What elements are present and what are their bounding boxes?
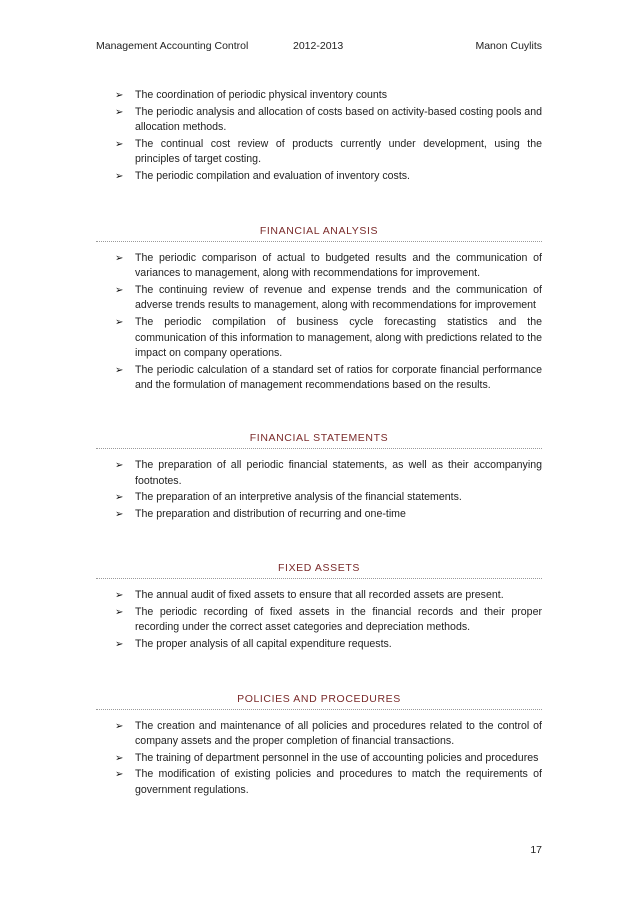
policies-and-procedures-list xyxy=(0,719,638,799)
arrow-bullet-icon: ➢ xyxy=(115,459,124,471)
list-item xyxy=(115,105,542,136)
list-item-text: The preparation and distribution of recurring and one-time xyxy=(135,507,406,520)
arrow-bullet-icon: ➢ xyxy=(115,492,124,504)
list-item xyxy=(115,751,542,767)
list-item-text: The periodic comparison of actual to budgeted results and the communication of variances to management, along with recommendations for improvement. xyxy=(135,251,542,280)
arrow-bullet-icon: ➢ xyxy=(115,170,124,182)
list-item xyxy=(115,637,542,653)
list-item xyxy=(115,458,542,489)
arrow-bullet-icon: ➢ xyxy=(115,316,124,328)
list-item-text: The proper analysis of all capital expenditure requests. xyxy=(135,638,392,651)
list-item-text: The coordination of periodic physical inventory counts xyxy=(135,89,388,101)
list-item xyxy=(115,605,542,636)
header-author: Manon Cuylits xyxy=(475,40,542,52)
arrow-bullet-icon: ➢ xyxy=(115,606,124,618)
list-item-text: The creation and maintenance of all policies and procedures related to the control of company assets and the proper completion of financial transactions. xyxy=(135,719,542,748)
page-header xyxy=(96,40,542,56)
section-heading-fixed-assets xyxy=(0,556,638,584)
list-item xyxy=(115,283,542,314)
list-item-text: The training of department personnel in the use of accounting policies and procedures xyxy=(135,751,539,764)
list-item xyxy=(115,363,542,394)
section-heading-financial-statements xyxy=(0,426,638,454)
header-year: 2012-2013 xyxy=(293,40,344,52)
list-item xyxy=(115,169,542,185)
arrow-bullet-icon: ➢ xyxy=(115,752,124,764)
document-body xyxy=(0,88,638,800)
list-item-text: The continual cost review of products currently under development, using the principles of target costing. xyxy=(135,137,542,166)
section-divider xyxy=(96,241,542,242)
arrow-bullet-icon: ➢ xyxy=(115,284,124,296)
list-item-text: The modification of existing policies and procedures to match the requirements of government regulations. xyxy=(135,768,542,797)
section-title: FINANCIAL ANALYSIS xyxy=(259,224,379,237)
intro-list xyxy=(0,88,638,185)
list-item xyxy=(115,251,542,282)
list-item xyxy=(115,767,542,798)
arrow-bullet-icon: ➢ xyxy=(115,138,124,150)
arrow-bullet-icon: ➢ xyxy=(115,364,124,376)
section-title: FIXED ASSETS xyxy=(278,562,360,575)
section-divider xyxy=(96,709,542,710)
section-heading-financial-analysis xyxy=(0,219,638,247)
arrow-bullet-icon: ➢ xyxy=(115,90,124,101)
section-divider xyxy=(96,578,542,579)
list-item-text: The annual audit of fixed assets to ensure that all recorded assets are present. xyxy=(135,589,504,602)
list-item-text: The periodic calculation of a standard set of ratios for corporate financial performance and the formulation of management recommendations based on the results. xyxy=(135,363,542,392)
arrow-bullet-icon: ➢ xyxy=(115,106,124,118)
fixed-assets-list xyxy=(0,588,638,652)
list-item xyxy=(115,507,542,523)
arrow-bullet-icon: ➢ xyxy=(115,508,124,520)
list-item-text: The preparation of all periodic financial statements, as well as their accompanying footnotes. xyxy=(135,458,542,487)
arrow-bullet-icon: ➢ xyxy=(115,252,124,264)
list-item-text: The periodic recording of fixed assets in the financial records and their proper recording under the correct asset categories and depreciation methods. xyxy=(135,605,542,634)
section-heading-policies-and-procedures xyxy=(0,687,638,715)
financial-analysis-list xyxy=(0,251,638,394)
list-item xyxy=(115,719,542,750)
arrow-bullet-icon: ➢ xyxy=(115,769,124,781)
arrow-bullet-icon: ➢ xyxy=(115,720,124,732)
arrow-bullet-icon: ➢ xyxy=(115,639,124,651)
list-item-text: The periodic compilation and evaluation of inventory costs. xyxy=(135,169,411,182)
list-item xyxy=(115,315,542,362)
list-item-text: The periodic analysis and allocation of costs based on activity-based costing pools and allocation methods. xyxy=(135,105,542,134)
arrow-bullet-icon: ➢ xyxy=(115,590,124,602)
list-item xyxy=(115,88,542,104)
section-title: FINANCIAL STATEMENTS xyxy=(249,431,389,444)
page-number: 17 xyxy=(530,844,542,856)
financial-statements-list xyxy=(0,458,638,522)
header-course-title: Management Accounting Control xyxy=(96,40,249,52)
list-item-text: The periodic compilation of business cycle forecasting statistics and the communication of this information to management, along with predictions related to the impact on company operations. xyxy=(135,315,542,360)
list-item xyxy=(115,588,542,604)
list-item-text: The continuing review of revenue and expense trends and the communication of adverse trends results to management, along with recommendations for improvement xyxy=(135,283,542,312)
list-item-text: The preparation of an interpretive analysis of the financial statements. xyxy=(135,491,462,504)
list-item xyxy=(115,490,542,506)
list-item xyxy=(115,137,542,168)
section-title: POLICIES AND PROCEDURES xyxy=(237,692,401,705)
section-divider xyxy=(96,448,542,449)
